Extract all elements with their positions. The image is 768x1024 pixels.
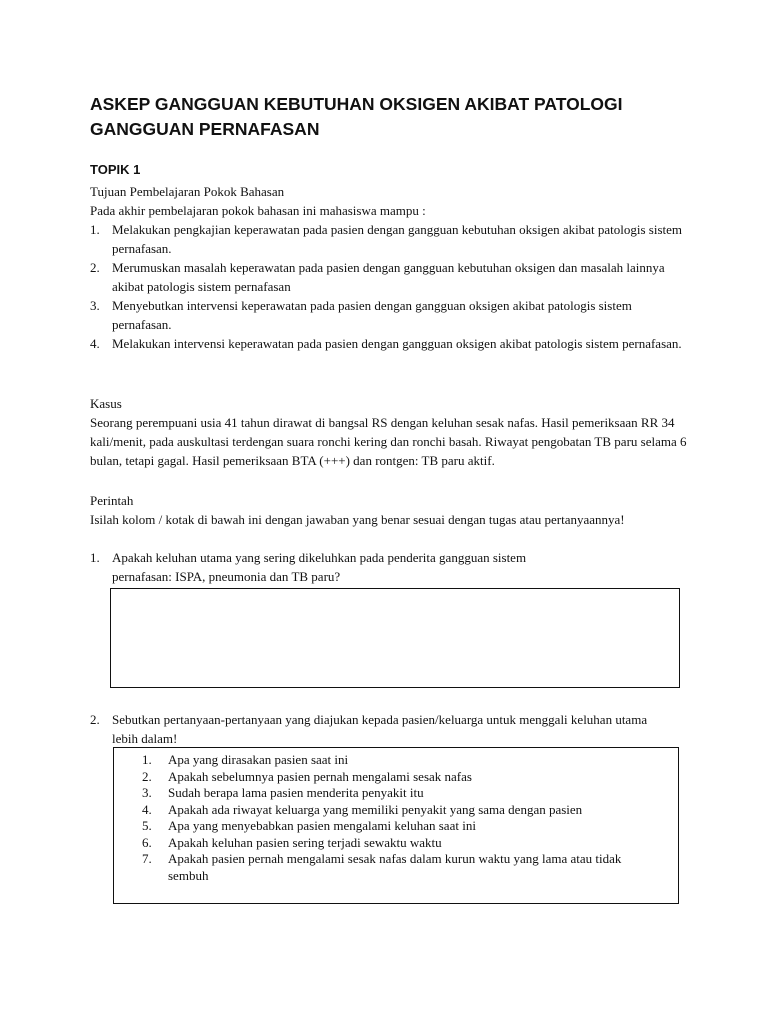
document-title: ASKEP GANGGUAN KEBUTUHAN OKSIGEN AKIBAT PATOLOGI GANGGUAN PERNAFASAN xyxy=(90,94,623,139)
answer-item xyxy=(142,835,642,852)
answer-number: 3. xyxy=(142,785,152,800)
objective-number: 1. xyxy=(90,222,100,237)
answer-number: 2. xyxy=(142,768,152,784)
answer-list xyxy=(142,752,642,884)
question-number: 1. xyxy=(90,550,100,565)
objectives-section xyxy=(90,182,690,353)
answer-item xyxy=(142,802,642,819)
answer-number: 4. xyxy=(142,801,152,817)
instruction-heading: Perintah xyxy=(90,493,134,508)
topic-heading: TOPIK 1 xyxy=(90,162,141,177)
objective-item xyxy=(90,296,690,334)
answer-number: 5. xyxy=(142,818,152,833)
answer-item xyxy=(142,851,642,884)
question-number: 2. xyxy=(90,712,100,727)
answer-text: Apa yang menyebabkan pasien mengalami keluhan saat ini xyxy=(168,818,476,833)
answer-item xyxy=(142,818,642,835)
case-text: Seorang perempuani usia 41 tahun dirawat di bangsal RS dengan keluhan sesak nafas. Hasil pemeriksaan RR 34 kali/menit, pada auskultasi terdengan suara ronchi kering dan ronchi basah. Riwayat pengobatan TB paru selama 6 bulan, tetapi gagal. Hasil pemeriksaan BTA (+++) dan rontgen: TB paru aktif. xyxy=(90,415,687,468)
question-text: Apakah keluhan utama yang sering dikeluhkan pada penderita gangguan sistem pernafasan: ISPA, pneumonia dan TB paru? xyxy=(112,550,527,584)
answer-text: Apakah ada riwayat keluarga yang memiliki penyakit yang sama dengan pasien xyxy=(168,801,583,817)
answer-text: Apakah sebelumnya pasien pernah mengalami sesak nafas xyxy=(168,768,472,784)
objective-item xyxy=(90,334,690,353)
objective-text: Melakukan pengkajian keperawatan pada pasien dengan gangguan kebutuhan oksigen akibat patologis sistem pernafasan. xyxy=(112,222,683,256)
question-1 xyxy=(90,548,570,586)
answer-item xyxy=(142,752,642,769)
instruction-text: Isilah kolom / kotak di bawah ini dengan jawaban yang benar sesuai dengan tugas atau pertanyaannya! xyxy=(90,512,625,527)
question-text: Sebutkan pertanyaan-pertanyaan yang diajukan kepada pasien/keluarga untuk menggali keluhan utama lebih dalam! xyxy=(112,712,648,746)
objective-item xyxy=(90,220,690,258)
instruction-section xyxy=(90,491,690,529)
answer-item xyxy=(142,769,642,786)
answer-box-1[interactable] xyxy=(110,588,680,688)
answer-text: Sudah berapa lama pasien menderita penyakit itu xyxy=(168,785,424,800)
objective-number: 3. xyxy=(90,298,100,313)
answer-text: Apakah pasien pernah mengalami sesak nafas dalam kurun waktu yang lama atau tidak sembuh xyxy=(168,851,622,883)
objectives-intro: Pada akhir pembelajaran pokok bahasan ini mahasiswa mampu : xyxy=(90,203,426,218)
objective-item xyxy=(90,258,690,296)
answer-number: 6. xyxy=(142,834,152,850)
objective-number: 2. xyxy=(90,260,100,275)
answer-box-2[interactable] xyxy=(113,747,679,904)
question-2 xyxy=(90,710,660,748)
answer-text: Apa yang dirasakan pasien saat ini xyxy=(168,752,349,767)
answer-item xyxy=(142,785,642,802)
objectives-heading: Tujuan Pembelajaran Pokok Bahasan xyxy=(90,184,285,199)
objective-number: 4. xyxy=(90,336,100,351)
objective-text: Merumuskan masalah keperawatan pada pasien dengan gangguan kebutuhan oksigen dan masalah lainnya akibat patologis sistem pernafasan xyxy=(112,260,665,294)
case-section xyxy=(90,394,690,470)
objectives-list xyxy=(90,220,690,353)
case-heading: Kasus xyxy=(90,396,122,411)
objective-text: Melakukan intervensi keperawatan pada pasien dengan gangguan oksigen akibat patologis sistem pernafasan. xyxy=(112,336,682,351)
answer-text: Apakah keluhan pasien sering terjadi sewaktu waktu xyxy=(168,834,442,850)
answer-number: 7. xyxy=(142,851,152,866)
objective-text: Menyebutkan intervensi keperawatan pada pasien dengan gangguan oksigen akibat patologis sistem pernafasan. xyxy=(112,298,632,332)
answer-number: 1. xyxy=(142,752,152,767)
